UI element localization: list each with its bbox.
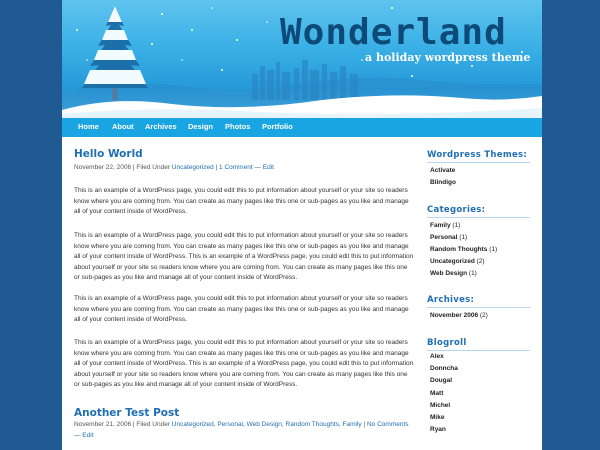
category-link[interactable]: Random Thoughts [285, 421, 339, 428]
blogroll-link[interactable]: Alex [430, 353, 444, 360]
category-link[interactable]: Web Design [246, 421, 282, 428]
nav-home[interactable]: Home [78, 122, 99, 131]
nav-design[interactable]: Design [188, 122, 214, 131]
post-date: November 21, 2006 | Filed Under [74, 421, 172, 428]
nav-portfolio[interactable]: Portfolio [262, 122, 293, 131]
category-link[interactable]: Family [342, 421, 362, 428]
archive-item[interactable]: November 2006 (2) [430, 312, 488, 319]
theme-link[interactable]: Activate [430, 167, 456, 174]
category-item[interactable]: Uncategorized (2) [430, 258, 485, 265]
meta-separator: | [213, 164, 220, 171]
category-item[interactable]: Family (1) [430, 222, 461, 229]
post-date: November 22, 2006 | Filed Under [74, 164, 172, 171]
post-title[interactable]: Another Test Post [74, 407, 180, 419]
category-link[interactable]: Uncategorized [171, 421, 214, 428]
category-link[interactable]: Personal [217, 421, 243, 428]
site-title[interactable]: Wonderland [280, 12, 507, 53]
header-banner [62, 0, 542, 118]
blogroll-link[interactable]: Dougal [430, 377, 453, 384]
blogroll-link[interactable]: Matt [430, 390, 444, 397]
comments-link[interactable]: 1 Comment — Edit [219, 164, 274, 171]
widget-title: Wordpress Themes: [427, 150, 530, 163]
blogroll-link[interactable]: Donncha [430, 365, 458, 372]
theme-link[interactable]: Blindigo [430, 179, 456, 186]
blogroll-link[interactable]: Mike [430, 414, 445, 421]
page [62, 0, 542, 450]
blogroll-link[interactable]: Michel [430, 402, 451, 409]
category-link[interactable]: Uncategorized [171, 164, 214, 171]
comments-link[interactable]: No Comments — Edit [74, 421, 409, 439]
post-meta [74, 163, 414, 174]
main-navigation [62, 118, 542, 137]
widget-title: Archives: [427, 295, 530, 308]
nav-about[interactable]: About [112, 122, 134, 131]
post-meta: November 21, 2006 | Filed Under Uncategorized, Personal, Web Design, Random Thoughts, Family | No Comments — Edit [74, 421, 409, 439]
blogroll-link[interactable]: Ryan [430, 426, 446, 433]
nav-archives[interactable]: Archives [145, 122, 177, 131]
post-title[interactable]: Hello World [74, 148, 143, 160]
post-paragraph: This is an example of a WordPress page, you could edit this to put information about yourself or your site so readers know where you are coming from. You can create as many pages like this one or sub-pages as you like and manage all of your content inside of WordPress. This is an example of a WordPress page, you could edit this to put information about yourself or your site so readers know where you are coming from. You can create as many pages like this one or sub-pages as you like and manage all of your content inside of WordPress. [74, 232, 414, 281]
widget-title: Blogroll [427, 338, 530, 351]
post-paragraph: This is an example of a WordPress page, you could edit this to put information about yourself or your site so readers know where you are coming from. You can create as many pages like this one or sub-pages as you like and manage all of your content inside of WordPress. This is an example of a WordPress page, you could edit this to put information about yourself or your site so readers know where you are coming from. You can create as many pages like this one or sub-pages as you like and manage all of your content inside of WordPress. [74, 339, 414, 388]
post-paragraph: This is an example of a WordPress page, you could edit this to put information about yourself or your site so readers know where you are coming from. You can create as many pages like this one or sub-pages as you like and manage all of your content inside of WordPress. [74, 187, 409, 215]
nav-photos[interactable]: Photos [225, 122, 251, 131]
post-paragraph: This is an example of a WordPress page, you could edit this to put information about yourself or your site so readers know where you are coming from. You can create as many pages like this one or sub-pages as you like and manage all of your content inside of WordPress. [74, 295, 409, 323]
category-item[interactable]: Personal (1) [430, 234, 468, 241]
category-item[interactable]: Random Thoughts (1) [430, 246, 498, 253]
meta-separator: | [361, 421, 367, 428]
site-tagline: a holiday wordpress theme [365, 51, 531, 64]
category-item[interactable]: Web Design (1) [430, 270, 477, 277]
widget-title: Categories: [427, 205, 530, 218]
